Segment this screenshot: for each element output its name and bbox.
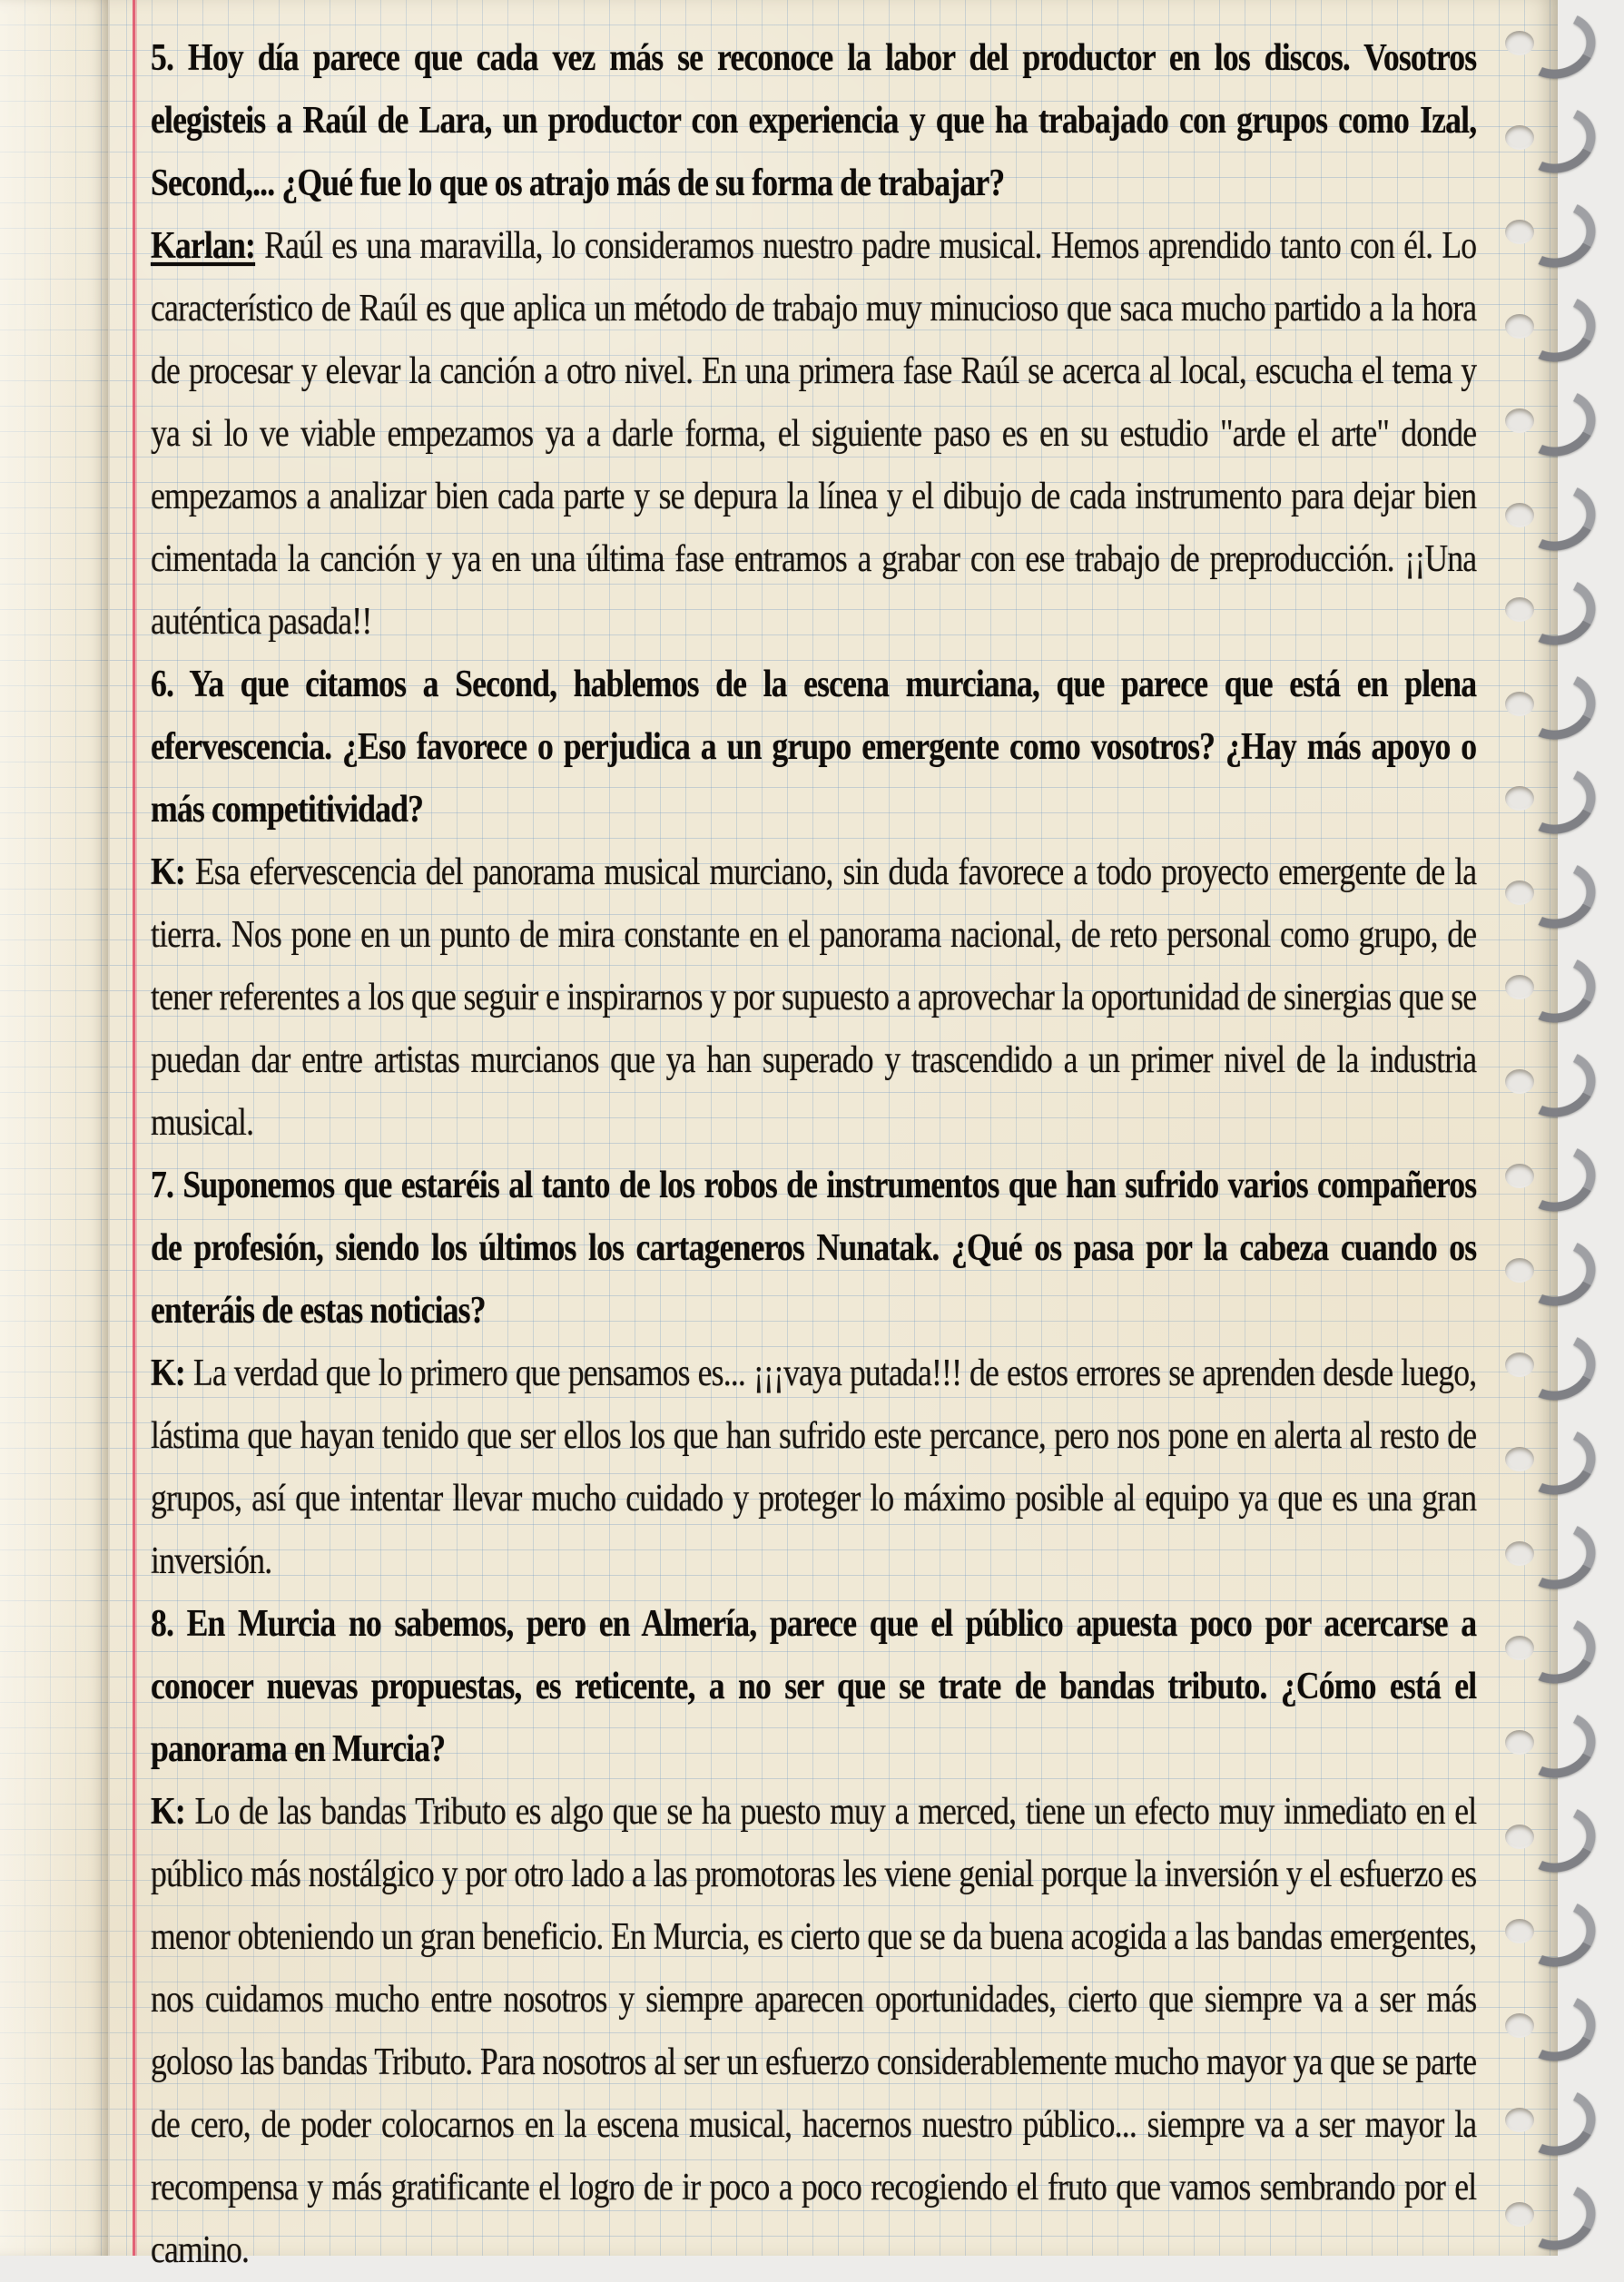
answer-6-text: Esa efervescencia del panorama musical murciano, sin duda favorece a todo proyecto emergente de la tierra. Nos pone en un punto de mira constante en el panorama nacional, de reto personal como grupo, de tener referentes a los que seguir e inspirarnos y por supuesto a aprovechar la oportunidad de sinergias que se puedan dar entre artistas murcianos que ya han superado y trascendido a un primer nivel de la industria musical. [151, 851, 1477, 1144]
spiral-coil [1511, 2080, 1604, 2165]
spiral-coil [1511, 1419, 1604, 1504]
spiral-coil [1511, 1796, 1604, 1882]
spiral-coil [1511, 286, 1604, 371]
spiral-coil [1511, 758, 1604, 843]
question-7: 7. Suponemos que estaréis al tanto de los robos de instrumentos que han sufrido varios compañeros de profesión, siendo los últimos los cartageneros Nunatak. ¿Qué os pasa por la cabeza cuando os enteráis de estas noticias? [151, 1165, 1477, 1332]
spiral-coil [1511, 1324, 1604, 1410]
answer-5 [151, 215, 1476, 654]
spiral-coil [1511, 1985, 1604, 2071]
spiral-coil [1511, 475, 1604, 560]
underlying-page-edge [0, 0, 110, 2256]
spiral-coil [1511, 97, 1604, 182]
answer-8 [151, 1781, 1476, 2282]
spiral-coil [1511, 1891, 1604, 1976]
spiral-coil [1511, 852, 1604, 938]
answer-5-text: Raúl es una maravilla, lo consideramos nuestro padre musical. Hemos aprendido tanto con él. Lo característico de Raúl es que aplica un método de trabajo muy minucioso que saca mucho partido a la hora de procesar y elevar la canción a otro nivel. En una primera fase Raúl se acerca al local, escucha el tema y ya si lo ve viable empezamos ya a darle forma, el siguiente paso es en su estudio "arde el arte" donde empezamos a analizar bien cada parte y se depura la línea y el dibujo de cada instrumento para dejar bien cimentada la canción y ya en una última fase entramos a grabar con ese trabajo de preproducción. ¡¡Una auténtica pasada!! [151, 225, 1477, 643]
answer-7 [151, 1343, 1476, 1593]
answer-7-text: La verdad que lo primero que pensamos es... ¡¡¡vaya putada!!! de estos errores se aprenden desde luego, lástima que hayan tenido que ser ellos los que han sufrido este percance, pero nos pone en alerta al resto de grupos, así que intentar llevar mucho cuidado y proteger lo máximo posible al equipo ya que es una gran inversión. [151, 1352, 1477, 1582]
question-6: 6. Ya que citamos a Second, hablemos de la escena murciana, que parece que está en plena efervescencia. ¿Eso favorece o perjudica a un grupo emergente como vosotros? ¿Hay más apoyo o más competitividad? [151, 664, 1477, 831]
answer-8-text: Lo de las bandas Tributo es algo que se ha puesto muy a merced, tiene un efecto muy inmediato en el público más nostálgico y por otro lado a las promotoras les viene genial porque la inversión y el esfuerzo es menor obteniendo un gran beneficio. En Murcia, es cierto que se da buena acogida a las bandas emergentes, nos cuidamos mucho entre nosotros y siempre aparecen oportunidades, cierto que siempre va a ser más goloso las bandas Tributo. Para nosotros al ser un esfuerzo considerablemente mucho mayor ya que se parte de cero, de poder colocarnos en la escena musical, hacernos nuestro público... siempre va a ser mayor la recompensa y más gratificante el logro de ir poco a poco recogiendo el fruto que vamos sembrando por el camino. [151, 1791, 1477, 2271]
speaker-label-karlan: Karlan: [151, 225, 256, 267]
spiral-coil [1511, 380, 1604, 466]
spiral-coil [1511, 1513, 1604, 1598]
speaker-label-k: K: [151, 1791, 185, 1833]
margin-line [133, 0, 135, 2256]
spiral-coil [1511, 192, 1604, 277]
spiral-binding [1498, 0, 1624, 2256]
answer-6 [151, 841, 1476, 1155]
question-5: 5. Hoy día parece que cada vez más se reconoce la labor del productor en los discos. Vosotros elegisteis a Raúl de Lara, un productor con experiencia y que ha trabajado con grupos como Izal, Second,... ¿Qué fue lo que os atrajo más de su forma de trabajar? [151, 37, 1477, 204]
spiral-coil [1511, 1702, 1604, 1787]
spiral-coil [1511, 3, 1604, 88]
spiral-coil [1511, 1041, 1604, 1126]
question-8: 8. En Murcia no sabemos, pero en Almería, parece que el público apuesta poco por acercarse a conocer nuevas propuestas, es reticente, a no ser que se trate de bandas tributo. ¿Cómo está el panorama en Murcia? [151, 1603, 1477, 1770]
interview-text [151, 27, 1476, 2282]
spiral-coil [1511, 2174, 1604, 2259]
speaker-label-k: K: [151, 1352, 185, 1394]
spiral-coil [1511, 947, 1604, 1032]
spiral-coil [1511, 1136, 1604, 1221]
spiral-coil [1511, 569, 1604, 654]
speaker-label-k: K: [151, 851, 185, 893]
spiral-coil [1511, 664, 1604, 749]
spiral-coil [1511, 1608, 1604, 1693]
spiral-coil [1511, 1230, 1604, 1315]
